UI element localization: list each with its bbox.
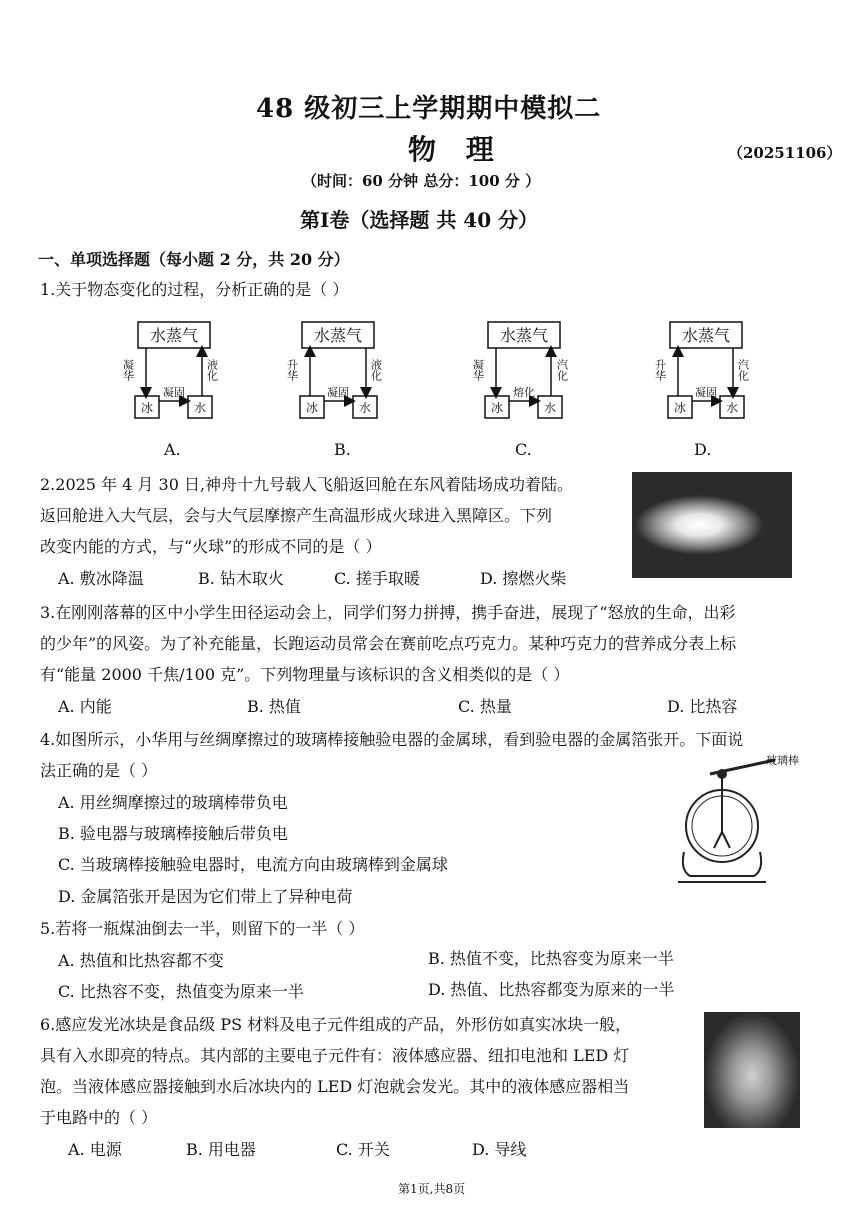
q3-option-a[interactable]: A. 内能 [58,697,112,716]
question-2-line-2: 返回舱进入大气层，会与大气层摩擦产生高温形成火球进入黑障区。下列 [40,506,553,525]
question-2-line-3: 改变内能的方式，与“火球”的形成不同的是（ ） [40,537,382,556]
page-number: 第1页,共8页 [398,1182,466,1196]
reentry-fireball-photo [632,472,792,578]
q5-option-b[interactable]: B. 热值不变，比热容变为原来一半 [428,949,674,968]
q2-option-c[interactable]: C. 搓手取暖 [334,569,420,588]
q2-option-a[interactable]: A. 敷冰降温 [58,569,144,588]
a-water-label: 水 [193,401,207,415]
question-6-line-4: 于电路中的（ ） [40,1108,158,1127]
q5-option-d[interactable]: D. 热值、比热容都变为原来的一半 [428,980,675,999]
d-water-label: 水 [725,401,739,415]
d-mid-label: 凝固 [695,386,717,399]
exam-title: 48 级初三上学期期中模拟二 [256,94,602,124]
a-left-label: 凝华 [121,359,135,381]
q4-option-c[interactable]: C. 当玻璃棒接触验电器时，电流方向由玻璃棒到金属球 [58,855,448,874]
a-vapor-label: 水蒸气 [149,326,199,345]
q1-option-d[interactable]: D. [694,440,712,459]
d-ice-label: 冰 [673,401,687,415]
part-title: 第Ⅰ卷（选择题 共 40 分） [300,208,539,232]
q6-option-a[interactable]: A. 电源 [68,1140,122,1159]
c-ice-label: 冰 [490,401,504,415]
c-left-label: 凝华 [471,359,485,381]
subject-title: 物 理 [408,133,504,166]
q2-option-b[interactable]: B. 钻木取火 [198,569,284,588]
c-vapor-label: 水蒸气 [499,326,549,345]
b-left-label: 升华 [285,359,299,381]
c-right-label: 汽化 [555,359,569,381]
exam-meta: （时间：60 分钟 总分：100 分 ） [302,172,541,190]
question-5-stem: 5.若将一瓶煤油倒去一半，则留下的一半（ ） [40,919,365,938]
q6-option-c[interactable]: C. 开关 [336,1140,390,1159]
q3-option-d[interactable]: D. 比热容 [667,697,738,716]
question-3-line-1: 3.在刚刚落幕的区中小学生田径运动会上，同学们努力拼搏，携手奋进，展现了“怒放的生命，出彩 [40,603,736,622]
question-4-line-1: 4.如图所示，小华用与丝绸摩擦过的玻璃棒接触验电器的金属球，看到验电器的金属箔张开。下面说 [40,730,744,749]
q2-option-d[interactable]: D. 擦燃火柴 [480,569,567,588]
q1-option-b[interactable]: B. [334,440,351,459]
d-vapor-label: 水蒸气 [681,326,731,345]
b-right-label: 液化 [369,359,383,381]
glass-rod-label: 玻璃棒 [766,754,799,767]
question-6-line-1: 6.感应发光冰块是食品级 PS 材料及电子元件组成的产品，外形仿如真实冰块一般， [40,1015,632,1034]
q4-option-a[interactable]: A. 用丝绸摩擦过的玻璃棒带负电 [58,793,288,812]
exam-date: （20251106） [728,144,842,162]
b-mid-label: 凝固 [327,386,349,399]
q5-option-c[interactable]: C. 比热容不变，热值变为原来一半 [58,982,304,1001]
question-4-line-2: 法正确的是（ ） [40,761,158,780]
question-6-line-3: 泡。当液体感应器接触到水后冰块内的 LED 灯泡就会发光。其中的液体感应器相当 [40,1077,630,1096]
q1-option-c[interactable]: C. [515,440,532,459]
question-6-line-2: 具有入水即亮的特点。其内部的主要电子元件有：液体感应器、纽扣电池和 LED 灯 [40,1046,630,1065]
d-left-label: 升华 [653,359,667,381]
q4-option-b[interactable]: B. 验电器与玻璃棒接触后带负电 [58,824,288,843]
question-1-stem: 1.关于物态变化的过程，分析正确的是（ ） [40,280,349,299]
d-right-label: 汽化 [736,359,750,381]
b-vapor-label: 水蒸气 [313,326,363,345]
phase-change-diagrams [0,310,867,425]
question-3-line-2: 的少年”的风姿。为了补充能量，长跑运动员常会在赛前吃点巧克力。某种巧克力的营养成分表上标 [40,634,737,653]
q3-option-b[interactable]: B. 热值 [247,697,301,716]
question-2-line-1: 2.2025 年 4 月 30 日,神舟十九号载人飞船返回舱在东风着陆场成功着陆。 [40,475,574,494]
q4-option-d[interactable]: D. 金属箔张开是因为它们带上了异种电荷 [58,887,353,906]
section-title: 一、单项选择题（每小题 2 分，共 20 分） [38,250,350,269]
c-water-label: 水 [543,401,557,415]
c-mid-label: 熔化 [513,386,535,399]
b-water-label: 水 [358,401,372,415]
q5-option-a[interactable]: A. 热值和比热容都不变 [58,951,224,970]
electroscope-figure [670,752,840,892]
a-ice-label: 冰 [140,401,154,415]
q3-option-c[interactable]: C. 热量 [458,697,512,716]
a-mid-label: 凝固 [163,386,185,399]
glowing-ice-cube-photo [704,1012,800,1128]
question-3-line-3: 有“能量 2000 千焦/100 克”。下列物理量与该标识的含义相类似的是（ ） [40,665,570,684]
b-ice-label: 冰 [305,401,319,415]
q6-option-d[interactable]: D. 导线 [472,1140,527,1159]
a-right-label: 液化 [205,359,219,381]
q1-option-a[interactable]: A. [164,440,181,459]
q6-option-b[interactable]: B. 用电器 [186,1140,256,1159]
